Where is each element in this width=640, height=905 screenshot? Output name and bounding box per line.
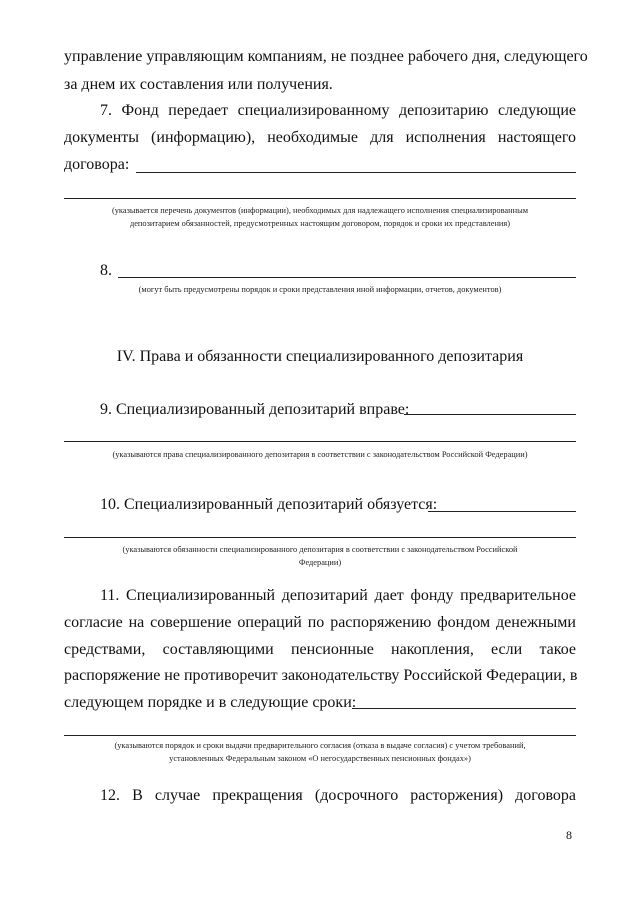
p10-text: 10. Специализированный депозитарий обязуется: <box>100 496 438 513</box>
p10-fill-line <box>428 511 576 512</box>
p7-line-1: 7. Фонд передает специализированному депозитарию следующие <box>100 102 576 119</box>
p9-text: 9. Специализированный депозитарий вправе: <box>100 401 410 418</box>
p11-fill-line-2 <box>64 735 576 736</box>
p11-line-3: средствами, составляющими пенсионные накопления, если такое <box>64 641 576 658</box>
p9-fill-line-2 <box>64 441 576 442</box>
p7-note-1: (указывается перечень документов (информации), необходимых для надлежащего исполнения специализированным <box>111 206 529 215</box>
p11-line-2: согласие на совершение операций по распоряжению фондом денежными <box>64 614 576 631</box>
p6-line-2: за днем их составления или получения. <box>64 76 333 93</box>
p9-fill-line <box>404 414 576 415</box>
p6-line-1: управление управляющим компаниям, не позднее рабочего дня, следующего <box>64 48 588 65</box>
p11-note-2: установленных Федеральным законом «О негосударственных пенсионных фондах») <box>169 754 471 763</box>
p10-fill-line-2 <box>64 537 576 538</box>
p8-fill-line <box>118 277 576 278</box>
p11-line-4: распоряжение не противоречит законодательству Российской Федерации, в <box>64 667 578 684</box>
p10-note-2: Федерации) <box>298 558 342 567</box>
p11-line-1: 11. Специализированный депозитарий дает фонду предварительное <box>100 587 576 604</box>
p11-line-5: следующем порядке и в следующие сроки: <box>64 694 357 711</box>
p7-note-2: депозитарием обязанностей, предусмотренных настоящим договором, порядок и сроки их представления) <box>129 219 511 228</box>
p8-note: (могут быть предусмотрены порядок и сроки представления иной информации, отчетов, документов) <box>138 285 502 294</box>
p7-line-3: договора: <box>64 156 130 173</box>
p7-line-2: документы (информацию), необходимые для исполнения настоящего <box>64 129 576 146</box>
p7-fill-line <box>136 172 576 173</box>
p11-fill-line <box>352 708 576 709</box>
p10-note-1: (указываются обязанности специализированного депозитария в соответствии с законодательством Российской <box>122 545 518 554</box>
p7-fill-line-2 <box>64 198 576 199</box>
p8-number: 8. <box>100 262 112 279</box>
section-heading: IV. Права и обязанности специализированного депозитария <box>116 348 524 365</box>
page-number: 8 <box>566 828 572 842</box>
p12-line-1: 12. В случае прекращения (досрочного расторжения) договора <box>100 787 576 804</box>
p9-note: (указываются права специализированного депозитария в соответствии с законодательством Российской Федерации) <box>112 450 528 459</box>
p11-note-1: (указываются порядок и сроки выдачи предварительного согласия (отказа в выдаче согласия) с учетом требований, <box>114 741 526 750</box>
